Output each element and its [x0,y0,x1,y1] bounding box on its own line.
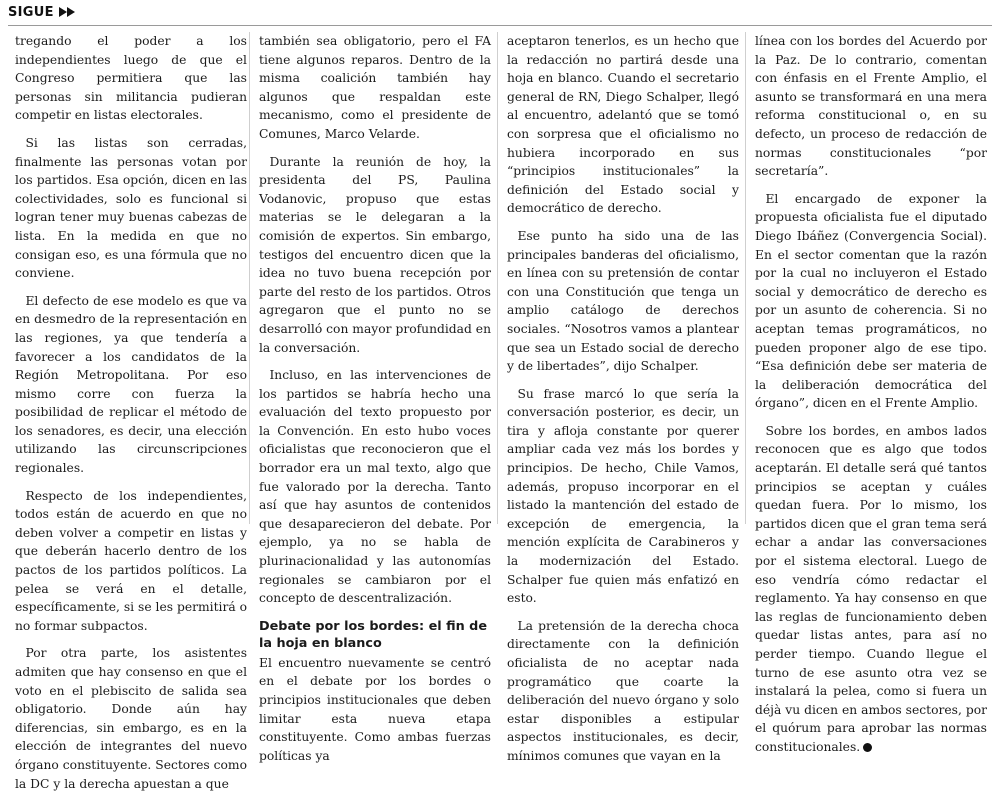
paragraph: aceptaron tenerlos, es un hecho que la redacción no partirá desde una hoja en blanco. Cuando el secretario general de RN, Diego Schalper, llegó al encuentro, adelantó que se tomó con sorpresa que el oficialismo no hubiera incorporado en sus “principios institucionales” la definición del Estado social y democrático de derecho. [507,34,739,216]
paragraph: línea con los bordes del Acuerdo por la Paz. De lo contrario, comentan con énfasis en el Frente Amplio, el asunto se transformará en una mera reforma constitucional o, en su defecto, un proceso de redacción de normas constitucionales “por secretaría”. [755,34,987,179]
header-divider [8,25,992,26]
paragraph: Ese punto ha sido una de las principales banderas del oficialismo, en línea con su pretensión de contar con una Constitución que tenga un amplio catálogo de derechos sociales. “Nosotros vamos a plantear que sea un Estado social de derecho y de libertades”, dijo Schalper. [507,228,739,374]
paragraph: Incluso, en las intervenciones de los partidos se habría hecho una evaluación del texto propuesto por la Convención. En esto hubo voces oficialistas que reconocieron que el borrador era un mal texto, algo que fue valorado por la derecha. Tanto así que hay asuntos de contenidos que desaparecieron del debate. Por ejemplo, ya no se habla de plurinacionalidad y las autonomías regionales se cambiaron por el concepto de descentralización. [259,368,491,606]
article-column-2 [259,32,491,765]
paragraph: Si las listas son cerradas, finalmente las personas votan por los partidos. Esa opción, dicen en las colectividades, solo es funcional si logran tener muy buenas cabezas de lista. En la medida en que no consigan eso, es una fórmula que no conviene. [15,135,247,281]
article-column-3 [507,32,739,766]
paragraph: también sea obligatorio, pero el FA tiene algunos reparos. Dentro de la misma coalición también hay algunos que respaldan este mecanismo, como el presidente de Comunes, Marco Velarde. [259,34,491,141]
article-column-4 [755,32,987,757]
section-subheading: Debate por los bordes: el fin de la hoja en blanco [259,618,488,651]
column-divider [745,32,746,524]
article-column-1 [15,32,247,793]
sigue-label: SIGUE [8,4,54,20]
paragraph: El encuentro nuevamente se centró en el debate por los bordes o principios institucionales que deben limitar esta nueva etapa constituyente. Como ambas fuerzas políticas ya [259,655,491,763]
paragraph: El defecto de ese modelo es que va en desmedro de la representación en las regiones, ya que tendería a favorecer a los candidatos de la Región Metropolitana. Por eso mismo corre con fuerza la posibilidad de replicar el método de los senadores, es decir, una elección utilizando las circunscripciones regionales. [15,293,248,476]
paragraph: Por otra parte, los asistentes admiten que hay consenso en que el voto en el plebiscito de salida sea obligatorio. Donde aún hay diferencias, sin embargo, es en la elección de integrantes del nuevo órgano constituyente. Sectores como la DC y la derecha apuestan a que [15,646,247,791]
paragraph [755,422,987,757]
paragraph: La pretensión de la derecha choca directamente con la definición oficialista de no aceptar nada programático que coarte la deliberación del nuevo órgano y solo estar disponibles a estipular aspectos institucionales, es decir, mínimos comunes que vayan en la [507,618,739,763]
paragraph-text: Sobre los bordes, en ambos lados reconocen que es algo que todos aceptarán. El detalle será qué tantos principios se aceptan y cuáles quedan fuera. Por lo mismo, los partidos dicen que el gran tema será echar a andar las conversaciones por el sistema electoral. Luego de eso vendría cómo redactar el reglamento. Ya hay consenso en que las reglas de funcionamiento deben quedar listas antes, para así no perder tiempo. Cuando llegue el turno de ese asunto otra vez se instalará la pelea, como si fuera un déjà vu dicen en ambos sectores, por el quórum para aprobar las normas constitucionales. [755,423,987,754]
paragraph: Respecto de los independientes, todos están de acuerdo en que no deben volver a competir en listas y que deberán hacerlo dentro de los pactos de los partidos políticos. La pelea se verá en el detalle, específicamente, si se les permitirá o no formar subpactos. [15,488,247,633]
paragraph: tregando el poder a los independientes luego de que el Congreso permitiera que las personas sin militancia pudieran competir en listas electorales. [15,34,247,123]
double-arrow-icon [59,7,75,17]
paragraph: Su frase marcó lo que sería la conversación posterior, es decir, un tira y afloja constante por querer ampliar cada vez más los bordes y principios. De hecho, Chile Vamos, además, propuso incorporar en el listado la mantención del estado de excepción de emergencia, la mención explícita de Carabineros y la modernización del Estado. Schalper fue quien más enfatizó en esto. [507,386,739,606]
continuation-header [8,3,75,21]
column-divider [249,32,250,524]
paragraph: El encargado de exponer la propuesta oficialista fue el diputado Diego Ibáñez (Convergencia Social). En el sector comentan que la razón por la cual no incluyeron el Estado social y democrático de derecho es por un asunto de coherencia. Si no aceptan temas programáticos, no pueden proponer algo de ese tipo. “Esa definición debe ser materia de la deliberación democrática del órgano”, dicen en el Frente Amplio. [755,191,987,411]
end-of-article-dot-icon [863,743,872,752]
column-divider [497,32,498,524]
paragraph: Durante la reunión de hoy, la presidenta del PS, Paulina Vodanovic, propuso que estas materias se le delegaran a la comisión de expertos. Sin embargo, testigos del encuentro dicen que la idea no tuvo buena recepción por parte del resto de los partidos. Otros agregaron que el punto no se desarrolló con mayor profundidad en la conversación. [259,154,491,355]
